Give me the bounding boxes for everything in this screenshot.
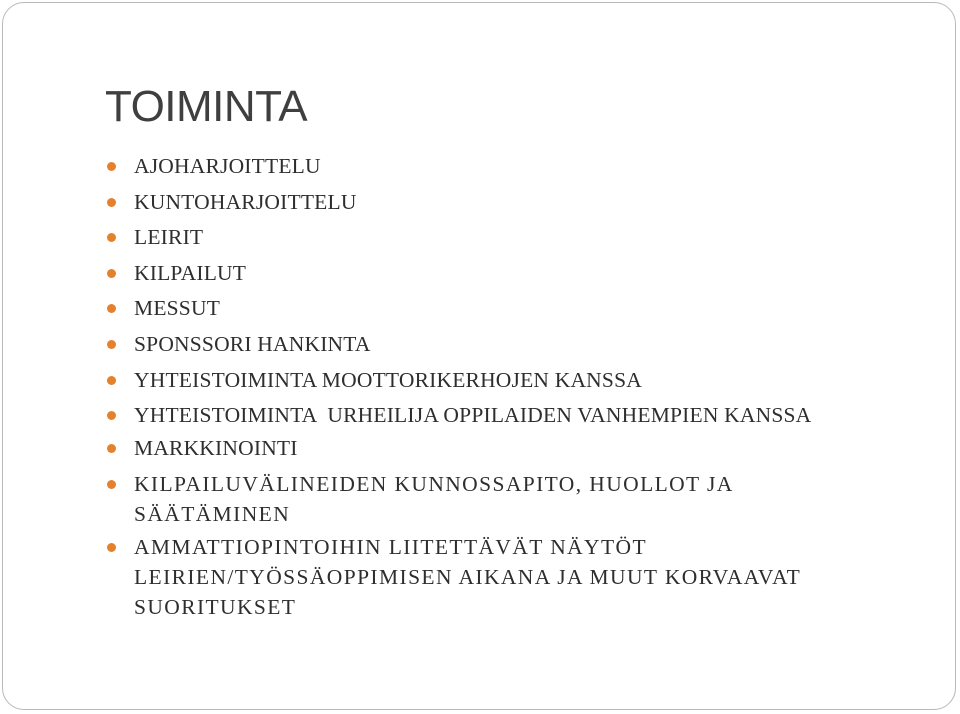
bullet-list — [107, 151, 867, 625]
bullet-text: KILPAILUVÄLINEIDEN KUNNOSSAPITO, HUOLLOT JA SÄÄTÄMINEN — [134, 471, 733, 526]
bullet-dot-icon — [107, 480, 116, 489]
bullet-dot-icon — [107, 162, 116, 171]
slide-frame — [2, 2, 956, 710]
bullet-text: KILPAILUT — [134, 260, 247, 285]
slide-title: TOIMINTA — [105, 82, 308, 131]
bullet-item-yhteistoiminta-moottorikerhojen — [107, 365, 867, 395]
bullet-item-messut — [107, 293, 867, 323]
bullet-text: LEIRIT — [134, 225, 204, 250]
bullet-dot-icon — [107, 376, 116, 385]
bullet-item-kuntoharjoittelu — [107, 187, 867, 217]
bullet-text: KUNTOHARJOITTELU — [134, 189, 357, 214]
bullet-item-ammattiopinnot — [107, 532, 867, 622]
bullet-text: YHTEISTOIMINTA MOOTTORIKERHOJEN KANSSA — [134, 367, 642, 392]
bullet-dot-icon — [107, 444, 116, 453]
bullet-dot-icon — [107, 543, 116, 552]
bullet-text: YHTEISTOIMINTA URHEILIJA OPPILAIDEN VANHEMPIEN KANSSA — [134, 403, 812, 428]
bullet-item-ajoharjoittelu — [107, 151, 867, 181]
bullet-dot-icon — [107, 304, 116, 313]
bullet-item-sponssori-hankinta — [107, 329, 867, 359]
bullet-dot-icon — [107, 269, 116, 278]
bullet-dot-icon — [107, 198, 116, 207]
bullet-item-yhteistoiminta-vanhempien — [107, 400, 867, 430]
bullet-dot-icon — [107, 233, 116, 242]
bullet-text: AMMATTIOPINTOIHIN LIITETTÄVÄT NÄYTÖT LEIRIEN/TYÖSSÄOPPIMISEN AIKANA JA MUUT KORVAAVAT SUORITUKSET — [134, 534, 801, 619]
bullet-text: SPONSSORI HANKINTA — [134, 331, 371, 356]
bullet-dot-icon — [107, 411, 116, 420]
bullet-text: MARKKINOINTI — [134, 436, 298, 461]
bullet-dot-icon — [107, 340, 116, 349]
bullet-item-markkinointi — [107, 433, 867, 463]
bullet-text: MESSUT — [134, 296, 221, 321]
bullet-text: AJOHARJOITTELU — [134, 154, 321, 178]
bullet-item-leirit — [107, 222, 867, 252]
bullet-item-kunnossapito — [107, 469, 867, 529]
bullet-item-kilpailut — [107, 258, 867, 288]
